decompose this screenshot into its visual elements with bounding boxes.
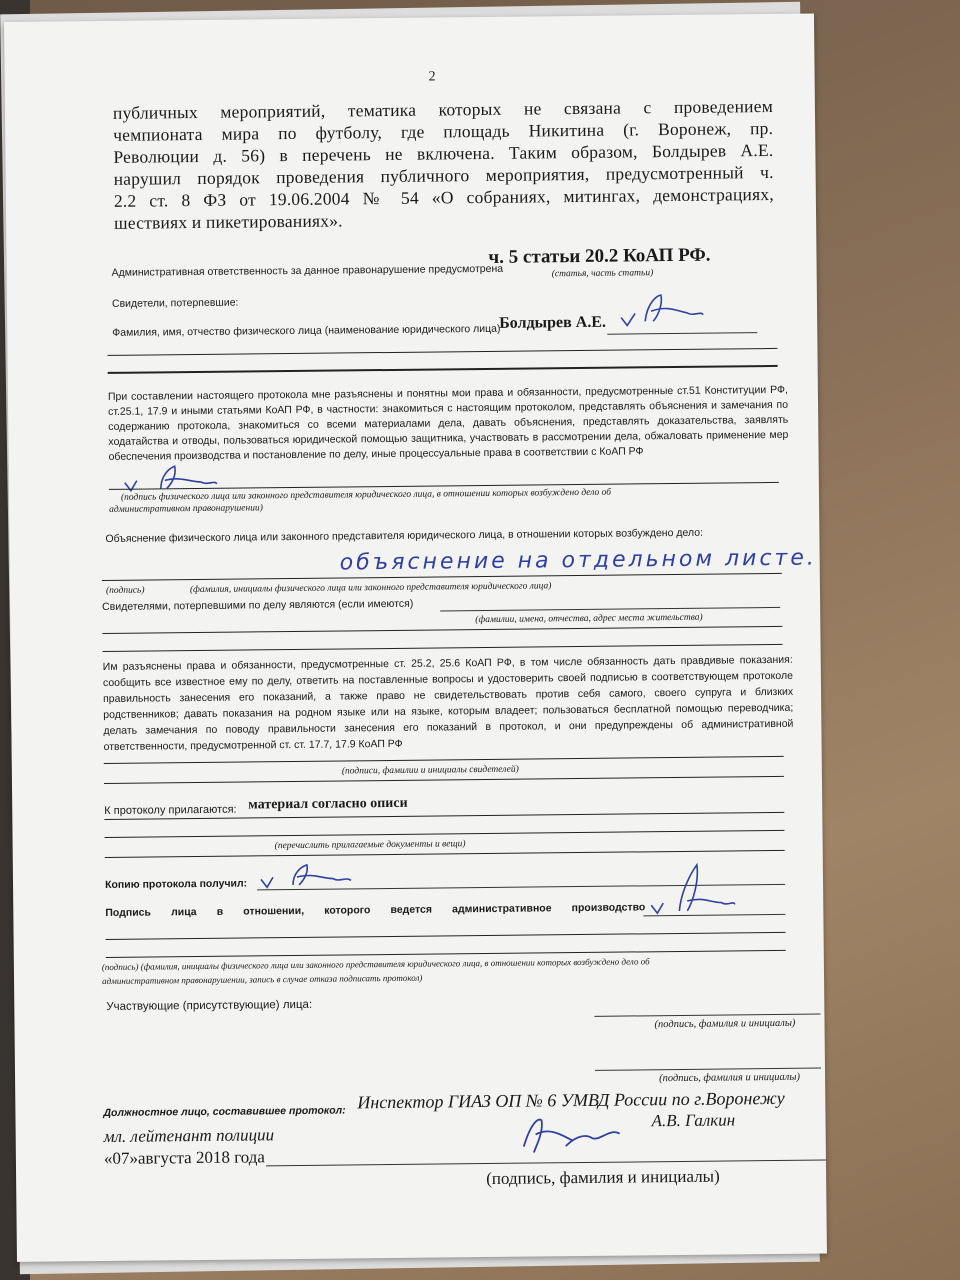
body-line: 2.2 ст. 8 ФЗ от 19.06.2004 № 54 «О собраниях, митингах, демонстрациях,: [113, 183, 774, 211]
witnesses-label: Свидетели, потерпевшие:: [111, 296, 239, 310]
official-rank: мл. лейтенант полиции: [103, 1125, 275, 1147]
witnesses-line: [440, 607, 780, 612]
body-line: чемпионата мира по футболу, где площадь Никитина (г. Воронеж, пр.: [113, 117, 774, 145]
rights-line: ходатайства и отводы, пользоваться юридической помощью защитника, участвовать в рассмотрении дела, обжаловать применение мер: [108, 428, 789, 448]
person-label: Фамилия, имя, отчество физического лица (наименование юридического лица): [112, 322, 501, 339]
witness-rights-line: родственников; давать показания на родном языке или на языке, которым владеет; пользоваться бесплатной помощью переводчика;: [103, 701, 794, 721]
rights-line: При составлении настоящего протокола мне разъяснены и понятны мои права и обязанности, предусмотренные ст.51 Конституции РФ,: [107, 383, 788, 403]
witness-rights-line: Им разъяснены права и обязанности, предусмотренные ст. 25.2, 25.6 КоАП РФ, в том числе обязанность дать правдивые показания:: [102, 653, 793, 674]
witness-rights-line: делать замечания по поводу правильности занесения его показаний в протокол, и они предупреждены об административной: [103, 717, 794, 737]
official-label: Должностное лицо, составившее протокол:: [103, 1104, 346, 1120]
rule: [106, 932, 786, 940]
responsibility-value: ч. 5 статьи 20.2 КоАП РФ.: [488, 244, 711, 268]
official-caption: (подпись, фамилия и инициалы): [486, 1166, 720, 1189]
protocol-page: [4, 14, 827, 1262]
participants-line-2: [595, 1068, 821, 1071]
rule: [102, 626, 782, 634]
official-position: Инспектор ГИАЗ ОП № 6 УМВД России по г.Воронежу: [357, 1087, 785, 1113]
copy-received-label: Копию протокола получил:: [104, 877, 248, 891]
sig-caption-1: (подпись физического лица или законного представителя юридического лица, в отношении которых возбуждено дело об: [120, 487, 612, 503]
participants-caption-2: (подпись, фамилия и инициалы): [659, 1071, 801, 1085]
responsibility-caption: (статья, часть статьи): [551, 268, 654, 280]
participants-label: Участвующие (присутствующие) лица:: [106, 998, 313, 1013]
caption-name: (фамилия, инициалы физического лица или законного представителя юридического лица): [189, 581, 552, 596]
explanation-label: Объяснение физического лица или законного представителя юридического лица, в отношении которых возбуждено дело:: [105, 526, 704, 545]
rights-line: содержанию протокола, знакомиться со всеми материалами дела, давать объяснения, представлять доказательства, заявлять: [108, 413, 789, 433]
sig-caption-2: (подпись) (фамилия, инициалы физического лица или законного представителя юридического лица, в отношении которых возбуждено дело об: [101, 956, 650, 973]
official-signature: [515, 1105, 636, 1162]
page-number: 2: [428, 69, 436, 85]
explanation-handwritten: объяснение на отдельном листе.: [339, 545, 817, 576]
rule: [105, 850, 785, 858]
witnesses-present-label: Свидетелями, потерпевшими по делу являются (если имеются): [102, 597, 414, 614]
rule: [104, 756, 784, 764]
official-name: А.В. Галкин: [651, 1110, 736, 1131]
body-line: нарушил порядок проведения публичного мероприятия, предусмотренный ч.: [113, 161, 774, 189]
rule: [106, 950, 786, 958]
witness-rights-line: сообщить все известное ему по делу, ответить на поставленные вопросы и удостоверить своей подписью в соответствующем протоколе: [102, 669, 793, 689]
attachments-value: материал согласно описи: [248, 795, 408, 813]
rule: [105, 830, 785, 838]
body-line: Революции д. 56) в перечень не включена. Таким образом, Болдырев А.Е.: [113, 139, 774, 167]
rule: [107, 348, 777, 356]
person-line: [607, 332, 757, 335]
rule: [104, 776, 784, 784]
sig-caption-2b: административном правонарушении, запись в случае отказа подписать протокол): [101, 972, 423, 987]
attachments-label: К протоколу прилагаются:: [104, 803, 237, 817]
participants-caption-1: (подпись, фамилия и инициалы): [654, 1017, 796, 1031]
person-name: Болдырев А.Е.: [499, 313, 607, 332]
witness-rights-line: ответственности, предусмотренной ст. ст. 17.7, 17.9 КоАП РФ: [103, 737, 403, 753]
caption-sign: (подпись): [105, 585, 145, 596]
sig-caption-1b: административном правонарушении): [109, 503, 263, 515]
rights-line: ст.25.1, 17.9 и иными статьями КоАП РФ, в частности: знакомиться с настоящим протоколом, представлять объяснения и замечания по: [108, 398, 789, 418]
signature-1: [617, 291, 707, 332]
rule: [103, 644, 783, 652]
witness-rights-line: правильность занесения его показаний, а также право не свидетельствовать против себя самого, своего супруга и близких: [103, 685, 794, 705]
body-line: публичных мероприятий, тематика которых не связана с проведением: [112, 95, 774, 123]
official-date: «07»августа 2018 года: [103, 1147, 266, 1169]
rights-line: обеспечения производства и постановление по делу, иные процессуальные права в соответствии с КоАП РФ: [108, 445, 644, 463]
witness-sig-caption: (подписи, фамилии и инициалы свидетелей): [341, 764, 519, 777]
body-line: шествиях и пикетированиях».: [114, 210, 343, 233]
signature-4: [645, 860, 736, 921]
witnesses-caption: (фамилии, имена, отчества, адрес места жительства): [475, 612, 703, 626]
attachments-caption: (перечислить прилагаемые документы и вещи): [274, 839, 466, 852]
rule: [108, 365, 778, 374]
responsibility-label: Административная ответственность за данное правонарушение предусмотрена: [111, 262, 504, 279]
participants-line-1: [594, 1014, 820, 1017]
subject-signature-label: Подпись лица в отношении, которого ведется административное производство: [105, 901, 646, 919]
